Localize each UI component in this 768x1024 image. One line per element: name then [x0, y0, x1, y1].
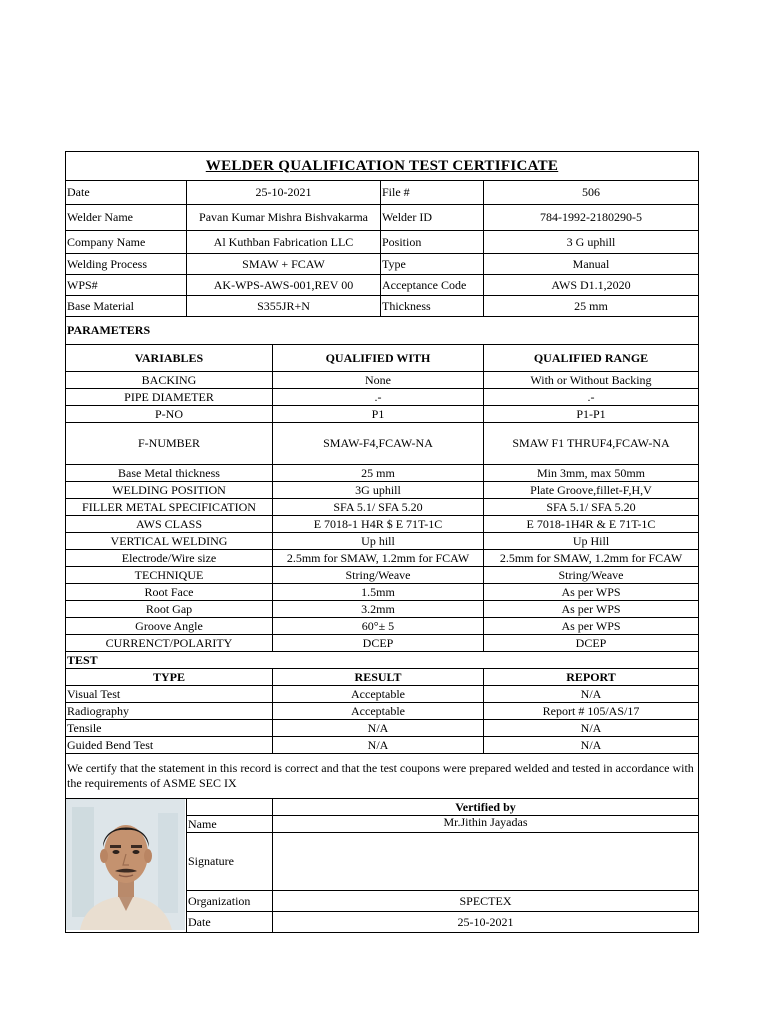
- parameter-variable: Root Gap: [66, 601, 273, 618]
- parameter-variable: WELDING POSITION: [66, 482, 273, 499]
- verification-date-label: Date: [187, 912, 273, 933]
- test-type: Guided Bend Test: [66, 737, 273, 754]
- company-label: Company Name: [66, 231, 187, 254]
- parameters-header-qualified-range: QUALIFIED RANGE: [484, 345, 699, 372]
- organization-value: SPECTEX: [273, 891, 699, 912]
- welder-photo-image: [66, 799, 185, 930]
- signature-area: [273, 833, 699, 891]
- test-report: N/A: [484, 686, 699, 703]
- process-label: Welding Process: [66, 254, 187, 275]
- test-row: [66, 737, 699, 754]
- test-type: Tensile: [66, 720, 273, 737]
- welder-name-label: Welder Name: [66, 205, 187, 231]
- parameter-qualified-range: As per WPS: [484, 618, 699, 635]
- info-row-company: [66, 231, 699, 254]
- date-value: 25-10-2021: [187, 181, 381, 205]
- test-type: Radiography: [66, 703, 273, 720]
- parameter-qualified-with: .-: [273, 389, 484, 406]
- file-value: 506: [484, 181, 699, 205]
- welder-id-label: Welder ID: [381, 205, 484, 231]
- test-header-row: [66, 669, 699, 686]
- parameter-qualified-range: DCEP: [484, 635, 699, 652]
- test-row: [66, 720, 699, 737]
- parameter-row: [66, 389, 699, 406]
- parameter-qualified-range: Up Hill: [484, 533, 699, 550]
- parameter-qualified-with: 25 mm: [273, 465, 484, 482]
- parameter-variable: Electrode/Wire size: [66, 550, 273, 567]
- verifier-name: Mr.Jithin Jayadas: [273, 816, 699, 833]
- thickness-value: 25 mm: [484, 296, 699, 317]
- test-report: N/A: [484, 737, 699, 754]
- parameter-variable: F-NUMBER: [66, 423, 273, 465]
- parameter-row: [66, 482, 699, 499]
- parameter-qualified-with: String/Weave: [273, 567, 484, 584]
- parameter-qualified-with: SFA 5.1/ SFA 5.20: [273, 499, 484, 516]
- parameter-row: [66, 567, 699, 584]
- acceptance-value: AWS D1.1,2020: [484, 275, 699, 296]
- verification-header-spacer: [187, 799, 273, 816]
- wps-value: AK-WPS-AWS-001,REV 00: [187, 275, 381, 296]
- certification-statement: We certify that the statement in this record is correct and that the test coupons were prepared welded and tested in accordance with the requirements of ASME SEC IX: [66, 754, 699, 799]
- parameter-row: [66, 533, 699, 550]
- test-row: [66, 703, 699, 720]
- test-result: Acceptable: [273, 703, 484, 720]
- parameter-row: [66, 423, 699, 465]
- acceptance-label: Acceptance Code: [381, 275, 484, 296]
- test-row: [66, 686, 699, 703]
- parameter-qualified-range: SFA 5.1/ SFA 5.20: [484, 499, 699, 516]
- parameter-qualified-range: With or Without Backing: [484, 372, 699, 389]
- info-row-process: [66, 254, 699, 275]
- parameter-qualified-with: 1.5mm: [273, 584, 484, 601]
- parameter-qualified-range: As per WPS: [484, 601, 699, 618]
- parameter-row: [66, 550, 699, 567]
- test-header-report: REPORT: [484, 669, 699, 686]
- parameter-row: [66, 516, 699, 533]
- process-value: SMAW + FCAW: [187, 254, 381, 275]
- wps-label: WPS#: [66, 275, 187, 296]
- certificate-table: [65, 151, 699, 933]
- parameter-qualified-range: As per WPS: [484, 584, 699, 601]
- parameter-variable: Base Metal thickness: [66, 465, 273, 482]
- thickness-label: Thickness: [381, 296, 484, 317]
- parameter-qualified-range: Min 3mm, max 50mm: [484, 465, 699, 482]
- verification-date-value: 25-10-2021: [273, 912, 699, 933]
- parameters-section-label: PARAMETERS: [66, 317, 699, 345]
- company-value: Al Kuthban Fabrication LLC: [187, 231, 381, 254]
- verifier-name-label: Name: [187, 816, 273, 833]
- parameter-qualified-range: Plate Groove,fillet-F,H,V: [484, 482, 699, 499]
- parameter-variable: CURRENCT/POLARITY: [66, 635, 273, 652]
- test-header-type: TYPE: [66, 669, 273, 686]
- parameter-qualified-range: P1-P1: [484, 406, 699, 423]
- date-label: Date: [66, 181, 187, 205]
- organization-label: Organization: [187, 891, 273, 912]
- certificate-title: WELDER QUALIFICATION TEST CERTIFICATE: [66, 152, 699, 181]
- parameter-qualified-with: P1: [273, 406, 484, 423]
- parameter-qualified-with: DCEP: [273, 635, 484, 652]
- parameters-header-row: [66, 345, 699, 372]
- parameter-row: [66, 406, 699, 423]
- test-type: Visual Test: [66, 686, 273, 703]
- test-header-result: RESULT: [273, 669, 484, 686]
- parameter-variable: Root Face: [66, 584, 273, 601]
- parameters-header-variables: VARIABLES: [66, 345, 273, 372]
- parameter-qualified-range: E 7018-1H4R & E 71T-1C: [484, 516, 699, 533]
- info-row-date: [66, 181, 699, 205]
- test-result: Acceptable: [273, 686, 484, 703]
- verification-header-row: [66, 799, 699, 816]
- parameter-variable: Groove Angle: [66, 618, 273, 635]
- parameter-variable: FILLER METAL SPECIFICATION: [66, 499, 273, 516]
- parameter-row: [66, 635, 699, 652]
- parameter-qualified-range: String/Weave: [484, 567, 699, 584]
- parameter-qualified-range: .-: [484, 389, 699, 406]
- parameter-row: [66, 601, 699, 618]
- verified-by-heading: Vertified by: [273, 799, 699, 816]
- parameter-variable: AWS CLASS: [66, 516, 273, 533]
- parameter-variable: P-NO: [66, 406, 273, 423]
- parameter-qualified-with: None: [273, 372, 484, 389]
- parameter-row: [66, 584, 699, 601]
- test-result: N/A: [273, 737, 484, 754]
- info-row-wps: [66, 275, 699, 296]
- parameter-variable: TECHNIQUE: [66, 567, 273, 584]
- test-result: N/A: [273, 720, 484, 737]
- test-report: N/A: [484, 720, 699, 737]
- parameter-qualified-with: 3G uphill: [273, 482, 484, 499]
- test-report: Report # 105/AS/17: [484, 703, 699, 720]
- parameter-row: [66, 499, 699, 516]
- parameter-qualified-with: Up hill: [273, 533, 484, 550]
- parameter-variable: VERTICAL WELDING: [66, 533, 273, 550]
- type-label: Type: [381, 254, 484, 275]
- position-value: 3 G uphill: [484, 231, 699, 254]
- parameter-variable: BACKING: [66, 372, 273, 389]
- parameter-row: [66, 372, 699, 389]
- welder-id-value: 784-1992-2180290-5: [484, 205, 699, 231]
- type-value: Manual: [484, 254, 699, 275]
- test-section-label: TEST: [66, 652, 699, 669]
- parameters-header-qualified-with: QUALIFIED WITH: [273, 345, 484, 372]
- base-material-value: S355JR+N: [187, 296, 381, 317]
- welder-name-value: Pavan Kumar Mishra Bishvakarma: [187, 205, 381, 231]
- info-row-welder: [66, 205, 699, 231]
- welder-photo: [66, 799, 187, 933]
- parameter-qualified-range: 2.5mm for SMAW, 1.2mm for FCAW: [484, 550, 699, 567]
- info-row-material: [66, 296, 699, 317]
- parameter-row: [66, 465, 699, 482]
- parameter-qualified-with: 2.5mm for SMAW, 1.2mm for FCAW: [273, 550, 484, 567]
- test-rows: [66, 686, 699, 754]
- parameter-row: [66, 618, 699, 635]
- base-material-label: Base Material: [66, 296, 187, 317]
- file-label: File #: [381, 181, 484, 205]
- parameter-qualified-with: SMAW-F4,FCAW-NA: [273, 423, 484, 465]
- parameter-qualified-range: SMAW F1 THRUF4,FCAW-NA: [484, 423, 699, 465]
- parameter-qualified-with: 3.2mm: [273, 601, 484, 618]
- signature-label: Signature: [187, 833, 273, 891]
- parameter-qualified-with: 60°± 5: [273, 618, 484, 635]
- parameters-rows: [66, 372, 699, 652]
- parameter-qualified-with: E 7018-1 H4R $ E 71T-1C: [273, 516, 484, 533]
- parameter-variable: PIPE DIAMETER: [66, 389, 273, 406]
- position-label: Position: [381, 231, 484, 254]
